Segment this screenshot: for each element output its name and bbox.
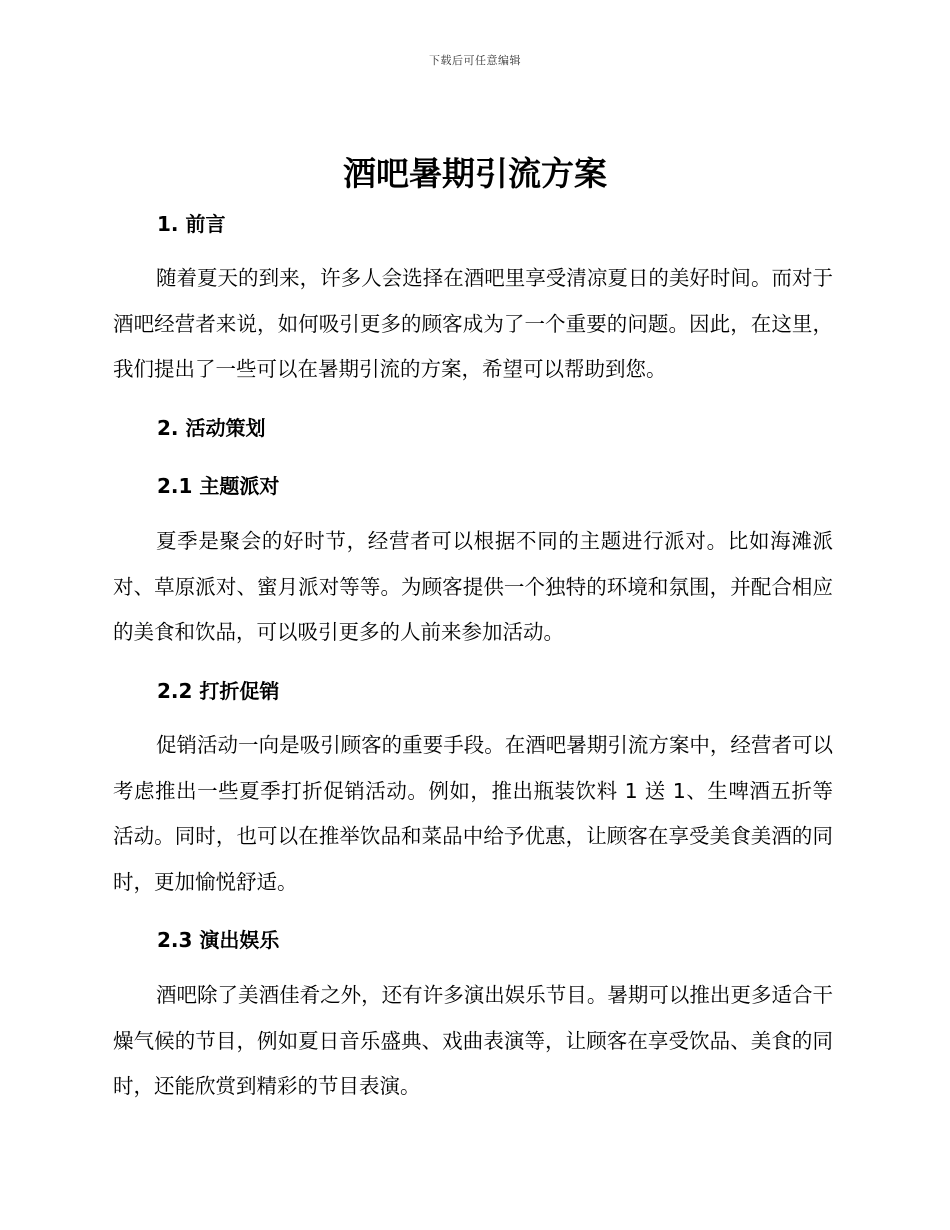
section-heading-theme-party: 2.1 主题派对 [157, 474, 280, 498]
section-paragraph-entertainment: 酒吧除了美酒佳肴之外，还有许多演出娱乐节目。暑期可以推出更多适合干燥气候的节目，例如夏日音乐盛典、戏曲表演等，让顾客在享受饮品、美食的同时，还能欣赏到精彩的节目表演。 [113, 983, 833, 1098]
page-header-note: 下载后可任意编辑 [429, 54, 521, 67]
section-heading-entertainment: 2.3 演出娱乐 [157, 928, 280, 952]
section-paragraph-discount-promotion: 促销活动一向是吸引顾客的重要手段。在酒吧暑期引流方案中，经营者可以考虑推出一些夏季打折促销活动。例如，推出瓶装饮料 1 送 1、生啤酒五折等活动。同时，也可以在推举饮品和菜品中给予优惠，让顾客在享受美食美酒的同时，更加愉悦舒适。 [113, 733, 833, 894]
section-paragraph-preface: 随着夏天的到来，许多人会选择在酒吧里享受清凉夏日的美好时间。而对于酒吧经营者来说，如何吸引更多的顾客成为了一个重要的问题。因此，在这里，我们提出了一些可以在暑期引流的方案，希望可以帮助到您。 [113, 266, 833, 381]
section-paragraph-theme-party: 夏季是聚会的好时节，经营者可以根据不同的主题进行派对。比如海滩派对、草原派对、蜜月派对等等。为顾客提供一个独特的环境和氛围，并配合相应的美食和饮品，可以吸引更多的人前来参加活动。 [113, 529, 833, 644]
section-heading-discount-promotion: 2.2 打折促销 [157, 679, 280, 703]
section-heading-preface: 1. 前言 [157, 212, 226, 236]
document-title: 酒吧暑期引流方案 [343, 154, 607, 193]
section-heading-activity-planning: 2. 活动策划 [157, 416, 266, 440]
